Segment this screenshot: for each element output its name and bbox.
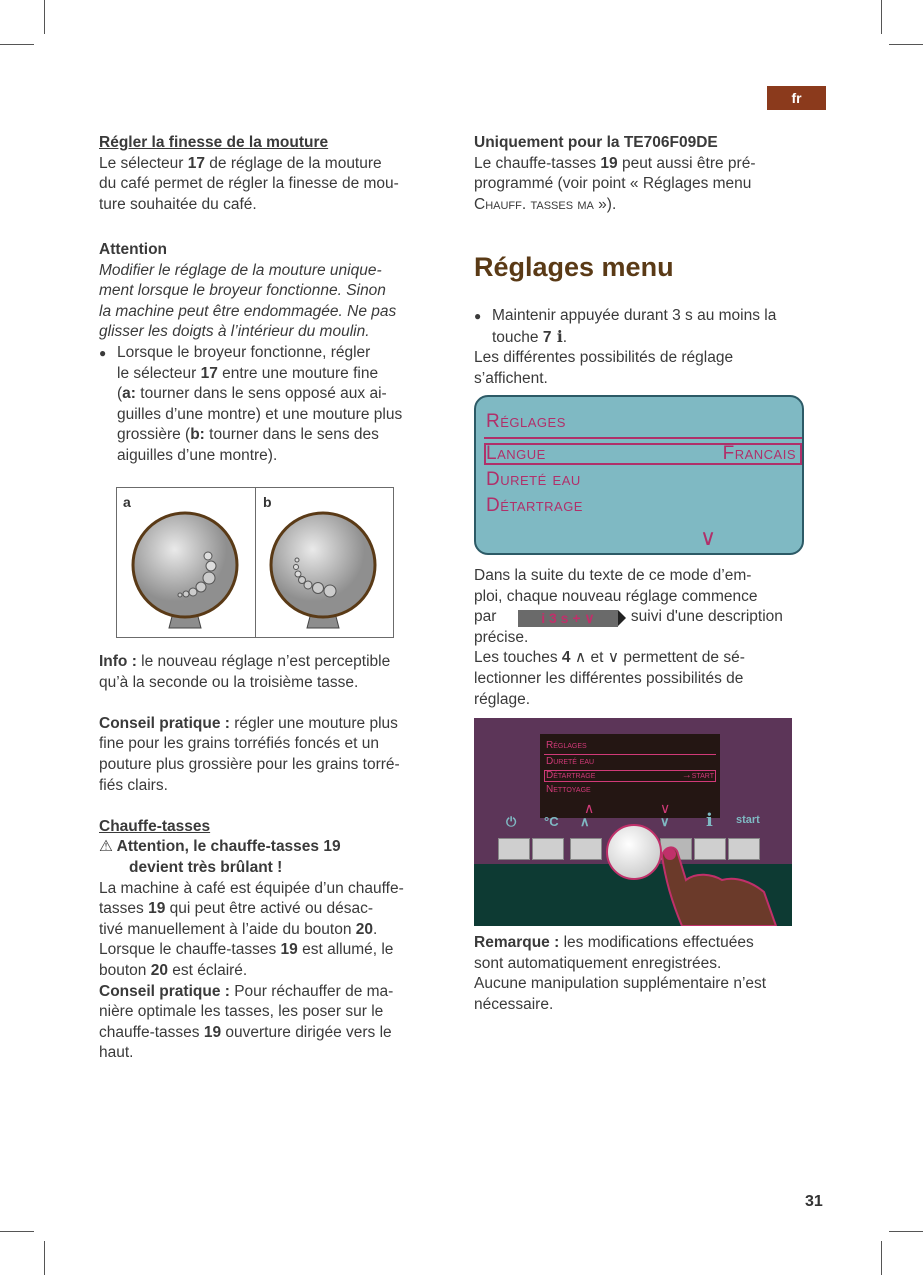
crop-mark <box>0 44 34 45</box>
crop-mark <box>889 44 923 45</box>
bullet-item: ● Lorsque le broyeur fonctionne, régler le sélecteur 17 entre une mouture fine (a: tourner dans le sens opposé aux ai- guilles d’une montre) et une mouture plus grossière (b: tourner dans le sens des aiguilles d’une montre). <box>99 343 459 467</box>
section-title-grind: Régler la finesse de la mouture <box>99 134 329 151</box>
right-column-desc <box>474 566 834 710</box>
lcd-row-descaling: Détartrage <box>486 495 583 516</box>
paragraph: Le chauffe-tasses 19 peut aussi être pré- <box>474 154 756 172</box>
tip-text: haut. <box>99 1044 134 1062</box>
info-text: Info : le nouveau réglage n’est perceptible <box>99 653 391 670</box>
tip-text: fiés clairs. <box>99 776 168 794</box>
tip-text: pouture plus grossière pour les grains torré- <box>99 755 400 773</box>
crop-mark <box>881 1241 882 1275</box>
remark-text: Remarque : les modifications effectuées <box>474 934 754 951</box>
lcd-row-language: Langue <box>486 443 546 464</box>
figure-label-b: b <box>263 494 272 510</box>
language-tab: fr <box>767 86 826 110</box>
paragraph: Chauff. tasses ma »). <box>474 195 617 213</box>
remark-text: Aucune manipulation supplémentaire n’est <box>474 975 767 993</box>
right-column-note <box>474 933 834 1015</box>
control-panel-illustration <box>474 718 792 926</box>
right-column <box>474 133 834 215</box>
paragraph: précise. <box>474 628 529 646</box>
section-title-cup-warmer: Chauffe-tasses <box>99 817 211 835</box>
crop-mark <box>44 0 45 34</box>
panel-display-row: Détartrage <box>546 770 596 781</box>
warning-text: ⚠ Attention, le chauffe-tasses 19 <box>99 838 341 856</box>
panel-display-row: Dureté eau <box>546 756 595 767</box>
paragraph: lectionner les différentes possibilités de <box>474 669 744 687</box>
lcd-title: Réglages <box>486 411 566 432</box>
dial-b-icon <box>263 510 385 634</box>
paragraph: Lorsque le chauffe-tasses 19 est allumé, le <box>99 941 394 959</box>
panel-display-row-value: →start <box>681 770 714 781</box>
up-arrow-icon: ∧ <box>580 814 590 829</box>
temperature-icon: °C <box>544 814 559 829</box>
attention-text: Modifier le réglage de la mouture unique- <box>99 261 382 279</box>
figure-label-a: a <box>123 494 131 510</box>
paragraph: Les différentes possibilités de réglage <box>474 349 734 367</box>
panel-button <box>532 838 564 860</box>
attention-text: ment lorsque le broyeur fonctionne. Sinon <box>99 282 386 300</box>
paragraph: Le sélecteur 17 de réglage de la mouture <box>99 154 382 172</box>
start-label: start <box>736 814 760 826</box>
crop-mark <box>889 1231 923 1232</box>
attention-title: Attention <box>99 240 168 258</box>
lcd-row-hardness: Dureté eau <box>486 469 581 490</box>
lcd-display <box>474 395 804 555</box>
remark-text: sont automatiquement enregistrées. <box>474 954 722 972</box>
power-icon: ⏻ <box>506 814 517 829</box>
paragraph: bouton 20 est éclairé. <box>99 961 248 979</box>
left-column <box>99 133 459 467</box>
left-column-lower <box>99 652 459 1064</box>
section-heading-menu: Réglages menu <box>474 252 674 282</box>
grinder-dial-figure <box>116 487 394 638</box>
paragraph: du café permet de régler la finesse de mou- <box>99 175 399 193</box>
paragraph: ploi, chaque nouveau réglage commence <box>474 587 758 605</box>
paragraph: programmé (voir point « Réglages menu <box>474 175 752 193</box>
panel-display <box>540 734 720 818</box>
paragraph: Dans la suite du texte de ce mode d’em- <box>474 567 752 584</box>
key-sequence-badge: i 3 s + ∨ <box>518 610 618 627</box>
remark-text: nécessaire. <box>474 995 554 1013</box>
tip-text: chauffe-tasses 19 ouverture dirigée vers le <box>99 1023 392 1041</box>
bullet-item: ● Maintenir appuyée durant 3 s au moins la touche 7 i. <box>474 306 834 348</box>
panel-down-arrow-icon: ∨ <box>660 800 671 816</box>
attention-text: la machine peut être endommagée. Ne pas <box>99 302 397 320</box>
lcd-row-language-value: Francais <box>722 443 796 464</box>
paragraph: tivé manuellement à l’aide du bouton 20. <box>99 920 378 938</box>
warning-triangle-icon: ⚠ <box>99 838 113 856</box>
paragraph: Les touches 4 ∧ et ∨ permettent de sé- <box>474 649 745 667</box>
crop-mark <box>44 1241 45 1275</box>
paragraph: La machine à café est équipée d’un chauffe- <box>99 879 404 897</box>
down-arrow-icon: ∨ <box>660 814 670 829</box>
panel-button <box>498 838 530 860</box>
panel-up-arrow-icon: ∧ <box>584 800 595 816</box>
tip-text: fine pour les grains torréfiés foncés et un <box>99 735 380 753</box>
dial-a-icon <box>125 510 247 634</box>
panel-display-row: Réglages <box>546 740 587 751</box>
tip-text: Conseil pratique : régler une mouture plus <box>99 714 398 732</box>
tip-text: nière optimale les tasses, les poser sur le <box>99 1003 384 1021</box>
attention-text: glisser les doigts à l’intérieur du moulin. <box>99 323 370 341</box>
paragraph: par i 3 s + ∨ suivi d'une description <box>474 608 783 627</box>
crop-mark <box>0 1231 34 1232</box>
lcd-down-arrow-icon: ∨ <box>700 525 717 550</box>
right-column-menu <box>474 306 834 389</box>
panel-button <box>570 838 602 860</box>
page-number: 31 <box>805 1193 823 1210</box>
model-note-title: Uniquement pour la TE706F09DE <box>474 134 718 151</box>
paragraph: ture souhaitée du café. <box>99 195 257 213</box>
paragraph: réglage. <box>474 690 531 708</box>
crop-mark <box>881 0 882 34</box>
paragraph: tasses 19 qui peut être activé ou désac- <box>99 900 374 918</box>
info-text: qu’à la seconde ou la troisième tasse. <box>99 673 359 691</box>
tip-text: Conseil pratique : Pour réchauffer de ma- <box>99 982 394 1000</box>
warning-text: devient très brûlant ! <box>129 858 283 876</box>
pressing-finger-icon <box>652 842 782 926</box>
info-icon: i <box>706 810 713 831</box>
paragraph: s’affichent. <box>474 369 548 387</box>
panel-display-row: Nettoyage <box>546 784 591 795</box>
